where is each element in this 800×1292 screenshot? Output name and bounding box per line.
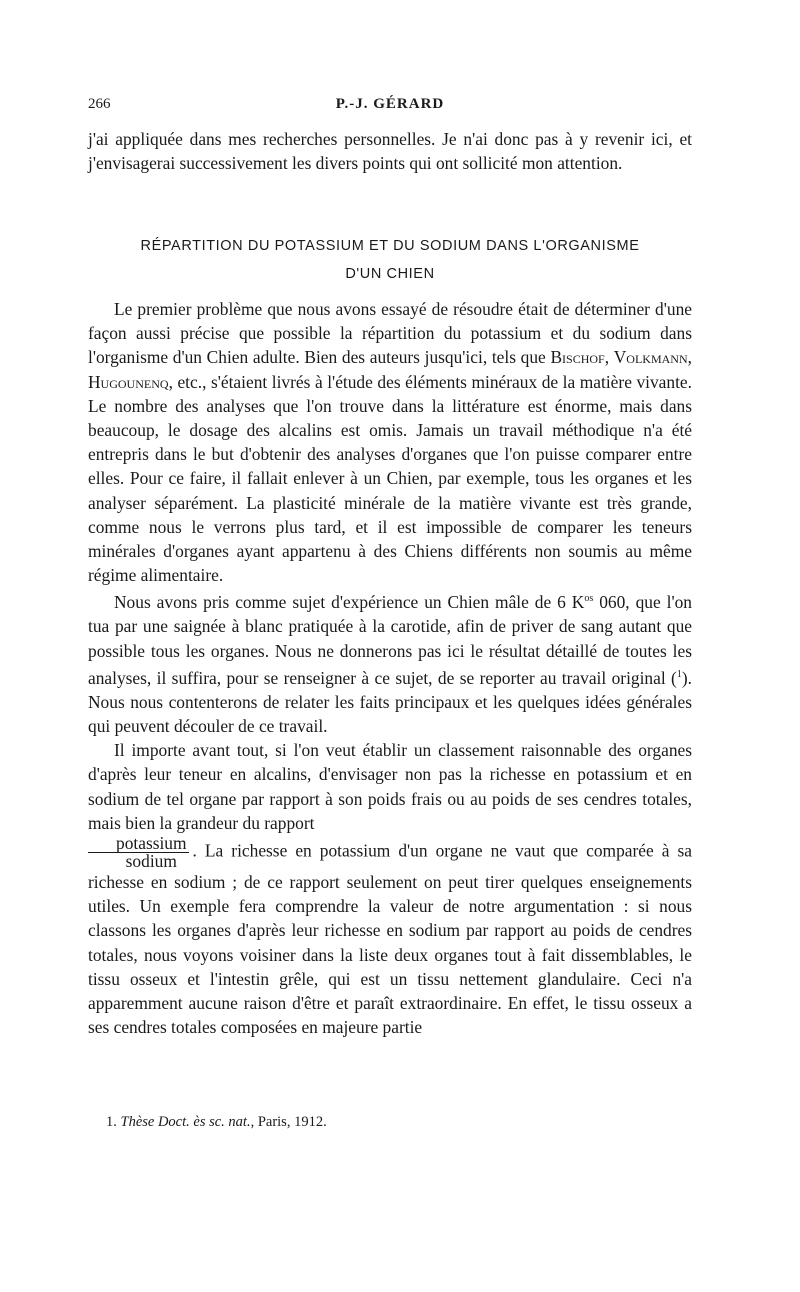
fraction-numerator: potassium xyxy=(88,835,189,853)
fraction-denominator: sodium xyxy=(125,851,177,872)
footnote xyxy=(106,1114,327,1131)
section-heading-line1: RÉPARTITION DU POTASSIUM ET DU SODIUM DANS L'ORGANISME xyxy=(140,238,640,254)
separator: , xyxy=(687,347,692,368)
paragraph-3-part2: . La richesse en potassium d'un organe ne vaut que comparée à sa richesse en sodium ; de ce rapport seulement on peut tirer quelques enseignements utiles. Un exemple fera comprendre la valeur de notre argumentation : si nous classons les organes d'après leur richesse en sodium par rapport au poids de cendres totales, nous voyons voisiner dans la liste deux organes tout à fait dissemblables, le tissu osseux et l'intestin grêle, qui est un tissu nettement glandulaire. Ceci n'a apparemment aucune raison d'être et paraît extraordinaire. En effet, le tissu osseux a ses cendres totales composées en majeure partie xyxy=(88,840,692,1038)
separator: , xyxy=(604,347,614,368)
author-hugounenq: Hugounenq xyxy=(88,371,169,392)
page-number: 266 xyxy=(88,96,111,112)
paragraph-3-part1: Il importe avant tout, si l'on veut établir un classement raisonnable des organes d'après leur teneur en alcalins, d'envisager non pas la richesse en potassium et en sodium de tel organe par rapport à son poids frais ou au poids de ses cendres totales, mais bien la grandeur du rapport xyxy=(88,740,692,833)
section-heading-line2: D'UN CHIEN xyxy=(345,266,435,282)
lead-paragraph xyxy=(88,127,692,175)
page-header xyxy=(88,96,692,118)
footnote-reference: 1 xyxy=(676,668,682,680)
paragraph-2-part3: ). Nous nous contenterons de relater les faits principaux et les quelques idées générales qui peuvent découler de ce travail. xyxy=(88,667,692,737)
footnote-number: 1. xyxy=(106,1114,117,1130)
running-head: P.-J. GÉRARD xyxy=(335,96,445,112)
ratio-fraction xyxy=(88,835,189,870)
author-bischof: Bischof xyxy=(550,347,605,368)
paragraph-2-part2: 060, que l'on tua par une saignée à blanc pratiquée à la carotide, afin de priver de sang autant que possible tous les organes. Nous ne donnerons pas ici le résultat détaillé de toutes les analyses, il suffira, pour se renseigner à ce sujet, de se reporter au travail original ( xyxy=(88,592,692,688)
footnote-title: Thèse Doct. ès sc. nat. xyxy=(120,1114,251,1130)
paragraph-3 xyxy=(88,738,692,1039)
paragraph-1-part2: , etc., s'étaient livrés à l'étude des éléments minéraux de la matière vivante. Le nombre des analyses que l'on trouve dans la littérature est énorme, mais dans beaucoup, le dosage des alcalins est omis. Jamais un travail méthodique n'a été entrepris dans le but d'obtenir des analyses d'organes que l'on puisse comparer entre elles. Pour ce faire, il fallait enlever à un Chien, par exemple, tous les organes et les analyser séparément. La plasticité minérale de la matière vivante est très grande, comme nous le verrons plus tard, et il est impossible de comparer les teneurs minérales d'organes ayant appartenu à des Chiens différents non soumis au même régime alimentaire. xyxy=(88,371,692,586)
paragraph-2 xyxy=(88,587,692,738)
unit-superscript: os xyxy=(584,593,594,605)
paragraph-1-part1: Le premier problème que nous avons essayé de résoudre était de déterminer d'une façon aussi précise que possible la répartition du potassium et du sodium dans l'organisme d'un Chien adulte. Bien des auteurs jusqu'ici, tels que xyxy=(88,299,692,368)
paragraph-2-part1: Nous avons pris comme sujet d'expérience un Chien mâle de 6 K xyxy=(114,592,585,613)
lead-paragraph-text: j'ai appliquée dans mes recherches personnelles. Je n'ai donc pas à y revenir ici, et j'envisagerai successivement les divers points qui ont sollicité mon attention. xyxy=(88,129,692,174)
body-text xyxy=(88,297,692,1039)
section-heading xyxy=(88,232,692,288)
paragraph-1 xyxy=(88,297,692,587)
author-volkmann: Volkmann xyxy=(613,347,688,368)
footnote-rest: , Paris, 1912. xyxy=(250,1114,327,1130)
